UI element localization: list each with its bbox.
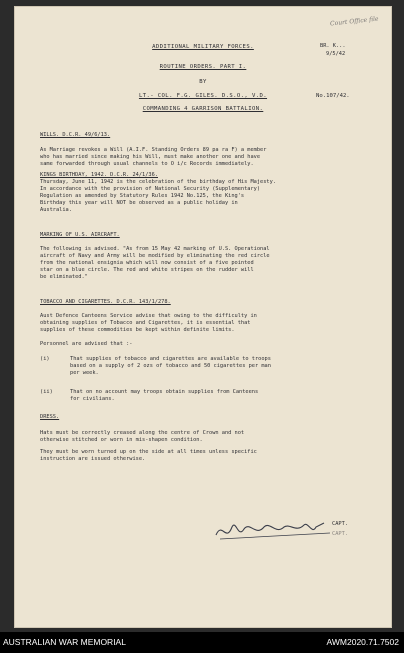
section-body-wills: As Marriage revokes a Will (A.I.F. Standing Orders 89 pa ra F) a member who has married since making his Will, must make another one and have same forwarded through usual channels to O i/c Records immediately. xyxy=(40,147,267,167)
footer-credit: AUSTRALIAN WAR MEMORIAL xyxy=(3,637,126,647)
signature-scribble xyxy=(212,513,342,545)
officer-name: LT.- COL. F.G. GILES. D.S.O., V.D. xyxy=(138,93,268,99)
orders-title: ROUTINE ORDERS. PART I. xyxy=(159,64,247,70)
list-item-ii: That on no account may troops obtain supplies from Canteens for civilians. xyxy=(70,389,259,402)
section-heading-kings-birthday: KINGS BIRTHDAY, 1942. D.C.R. 24/1/36. xyxy=(40,172,158,178)
document-page xyxy=(14,6,392,628)
command-line: COMMANDING 4 GARRISON BATTALION. xyxy=(142,106,264,112)
tobacco-intro: Personnel are advised that :- xyxy=(40,341,133,347)
unit-heading: ADDITIONAL MILITARY FORCES. xyxy=(152,44,254,50)
section-heading-dress: DRESS. xyxy=(40,414,60,420)
list-marker-i: (i) xyxy=(40,356,50,362)
section-body-tobacco: Aust Defence Canteens Service advise that owing to the difficulty in obtaining supplies of Tobacco and Cigarettes, it is essential that supplies of these commodities be kept within definite limits. xyxy=(40,313,257,333)
handwritten-note: Court Office file xyxy=(329,15,379,28)
section-heading-tobacco: TOBACCO AND CIGARETTES. D.C.R. 143/1/278. xyxy=(40,299,171,305)
order-number: No.107/42. xyxy=(316,93,350,99)
section-body-dress-2: They must be worn turned up on the side at all times unless specific instruction are issued otherwise. xyxy=(40,449,257,462)
signature xyxy=(212,513,342,545)
section-body-dress: Hats must be correctly creased along the centre of Crown and not otherwise stitched or worn in mis-shapen condition. xyxy=(40,430,245,443)
signature-rank: CAPT. xyxy=(332,521,348,527)
signature-name xyxy=(226,523,234,524)
section-heading-us-aircraft: MARKING OF U.S. AIRCRAFT. xyxy=(40,232,120,238)
footer-bar xyxy=(0,632,404,653)
list-item-i: That supplies of tobacco and cigarettes are available to troops based on a supply of 2 ozs of tobacco and 50 cigarettes per man per week. xyxy=(70,356,271,376)
reference-top: BR. K... xyxy=(320,43,346,49)
section-body-kings-birthday: Thursday, June 11, 1942 is the celebration of the birthday of His Majesty. In accordance with the provision of National Security (Supplementary) Regulation as amended by Statutory Rules 1942 No.125, the King's Birthday this year will NOT be observed as a public holiday in Australia. xyxy=(40,179,276,213)
by-line: BY xyxy=(199,79,207,85)
section-body-us-aircraft: The following is advised. "As from 15 May 42 marking of U.S. Operational aircraft of Navy and Army will be modified by eliminating the red circle from the national ensignia which will now consist of a five pointed star on a blue circle. The red and white stripes on the rudder will be eliminated." xyxy=(40,246,270,280)
list-marker-ii: (ii) xyxy=(40,389,53,395)
section-heading-wills: WILLS. D.C.R. 49/6/13. xyxy=(40,132,111,138)
signature-rank-typed: CAPT. xyxy=(332,531,348,537)
order-date: 9/5/42 xyxy=(326,51,346,57)
footer-accession: AWM2020.71.7502 xyxy=(326,637,399,647)
